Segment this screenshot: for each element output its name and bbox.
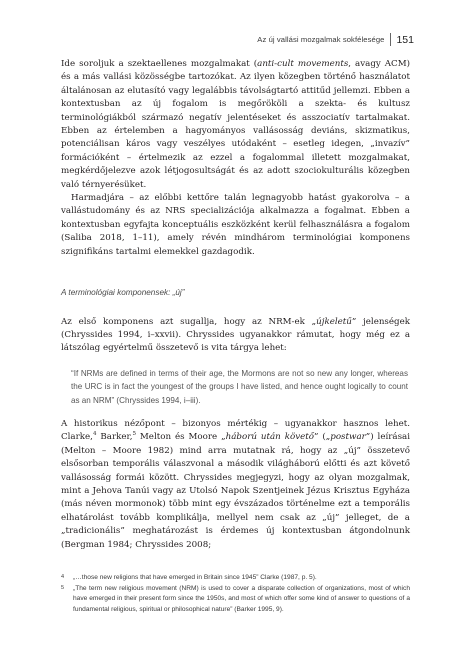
- emphasis-ujkeletu: újkeletű: [316, 316, 352, 327]
- paragraph-1: Ide soroljuk a szektaellenes mozgalmakat (anti-cult movements, avagy ACM) és a más vallási közösségbe tartozókat. Az ilyen közegben történő használatot általánosan az elutasító vagy legalábbis távolságtartó attitűd jellemzi. Ebben a kontextusban az új fogalom is megőrököli a szekta- és kultusz terminológiákból származó negatív jelentéseket és asszociatív tartalmakat. Ebben az értelemben a hagyományos vallásosság deviáns, skizmatikus, potenciálisan káros vagy veszélyes utódaként – esetleg idegen, „invazív” formációként – értelmezik az ezzel a fogalommal illetett mozgalmakat, megkérdőjelezve azok létjogosultságát és az adott szociokulturális közegben való térnyerésüket.: [61, 59, 410, 190]
- paragraph-3: Az első komponens azt sugallja, hogy az NRM-ek „újkeletű” jelenségek (Chryssides 1994, i–xxvii). Chryssides ugyanakkor rámutat, hogy még ez a látszólag egyértelmű összetevő is vita tárgya lehet:: [61, 316, 410, 354]
- running-header: [60, 33, 414, 46]
- footnote-ref-4[interactable]: 4: [92, 431, 97, 438]
- emphasis-haboru-utan: háború után követő: [225, 432, 314, 443]
- footnote-4: [61, 573, 410, 584]
- emphasis-anti-cult: anti-cult movements: [257, 59, 349, 69]
- footnote-text: „…those new religions that have emerged in Britain since 1945” Clarke (1987, p. 5).: [73, 574, 317, 581]
- footnote-5: [61, 584, 410, 616]
- footnotes: [61, 573, 410, 615]
- paragraph-4: A historikus nézőpont – bizonyos mértékig – ugyanakkor hasznos lehet. Clarke,$^4$ Barker,$^5$ Melton és Moore „háború után követő” („postwar”) leírásai (Melton – Moore 1982) mind arra mutatnak rá, hogy az „új” összetevő elsősorban temporális válaszvonal a második világháború előtti és azt követő vallásosság formái között. Chryssides megjegyzi, hogy az olyan mozgalmak, mint a Jehova Tanúi vagy az Utolsó Napok Szentjeinek Jézus Krisztus Egyháza (más néven mormonok) több mint egy évszázados történelme ezt a temporális elhatárolást tovább komplikálja, mellyel nem csak az „új” jelleget, de a „tradicionális” meghatározást is érdemes új kontextusban átgondolnunk (Bergman 1984; Chryssides 2008;: [61, 418, 411, 550]
- footnote-ref-5[interactable]: 5: [132, 431, 136, 438]
- body-text: [61, 58, 410, 552]
- running-title: Az új vallási mozgalmak sokfélesége: [257, 35, 385, 44]
- footnote-number: 5: [61, 584, 65, 591]
- block-quote: “If NRMs are defined in terms of their age, the Mormons are not so new any longer, whereas the URC is in fact the youngest of the groups I have listed, and hence ought logically to count as an NRM” (Chryssides 1994, i–iii).: [71, 368, 408, 405]
- section-subheading: A terminológiai komponensek: „új”: [61, 288, 185, 298]
- page-number: 151: [396, 33, 414, 46]
- footnote-number: 4: [61, 574, 65, 580]
- footnote-text: „The term new religious movement (NRM) is used to cover a disparate collection of organizations, most of which have emerged in their present form since the 1950s, and most of which offer some kind of answer to questions of a fundamental religious, spiritual or philosophical nature” (Barker 1995, 9).: [73, 584, 410, 613]
- paragraph-2: Harmadjára – az előbbi kettőre talán legnagyobb hatást gyakorolva – a vallástudomány és az NRS specializációja alkalmazza a fogalmat. Ebben a kontextusban egyfajta konceptuális eszközként kerül felhasználásra a fogalom (Saliba 2018, 1–11), amely révén mindhárom terminológiai komponens szignifikáns tartalmi elemekkel gazdagodik.: [61, 193, 410, 257]
- header-divider: [390, 33, 391, 46]
- emphasis-postwar: postwar: [330, 432, 366, 443]
